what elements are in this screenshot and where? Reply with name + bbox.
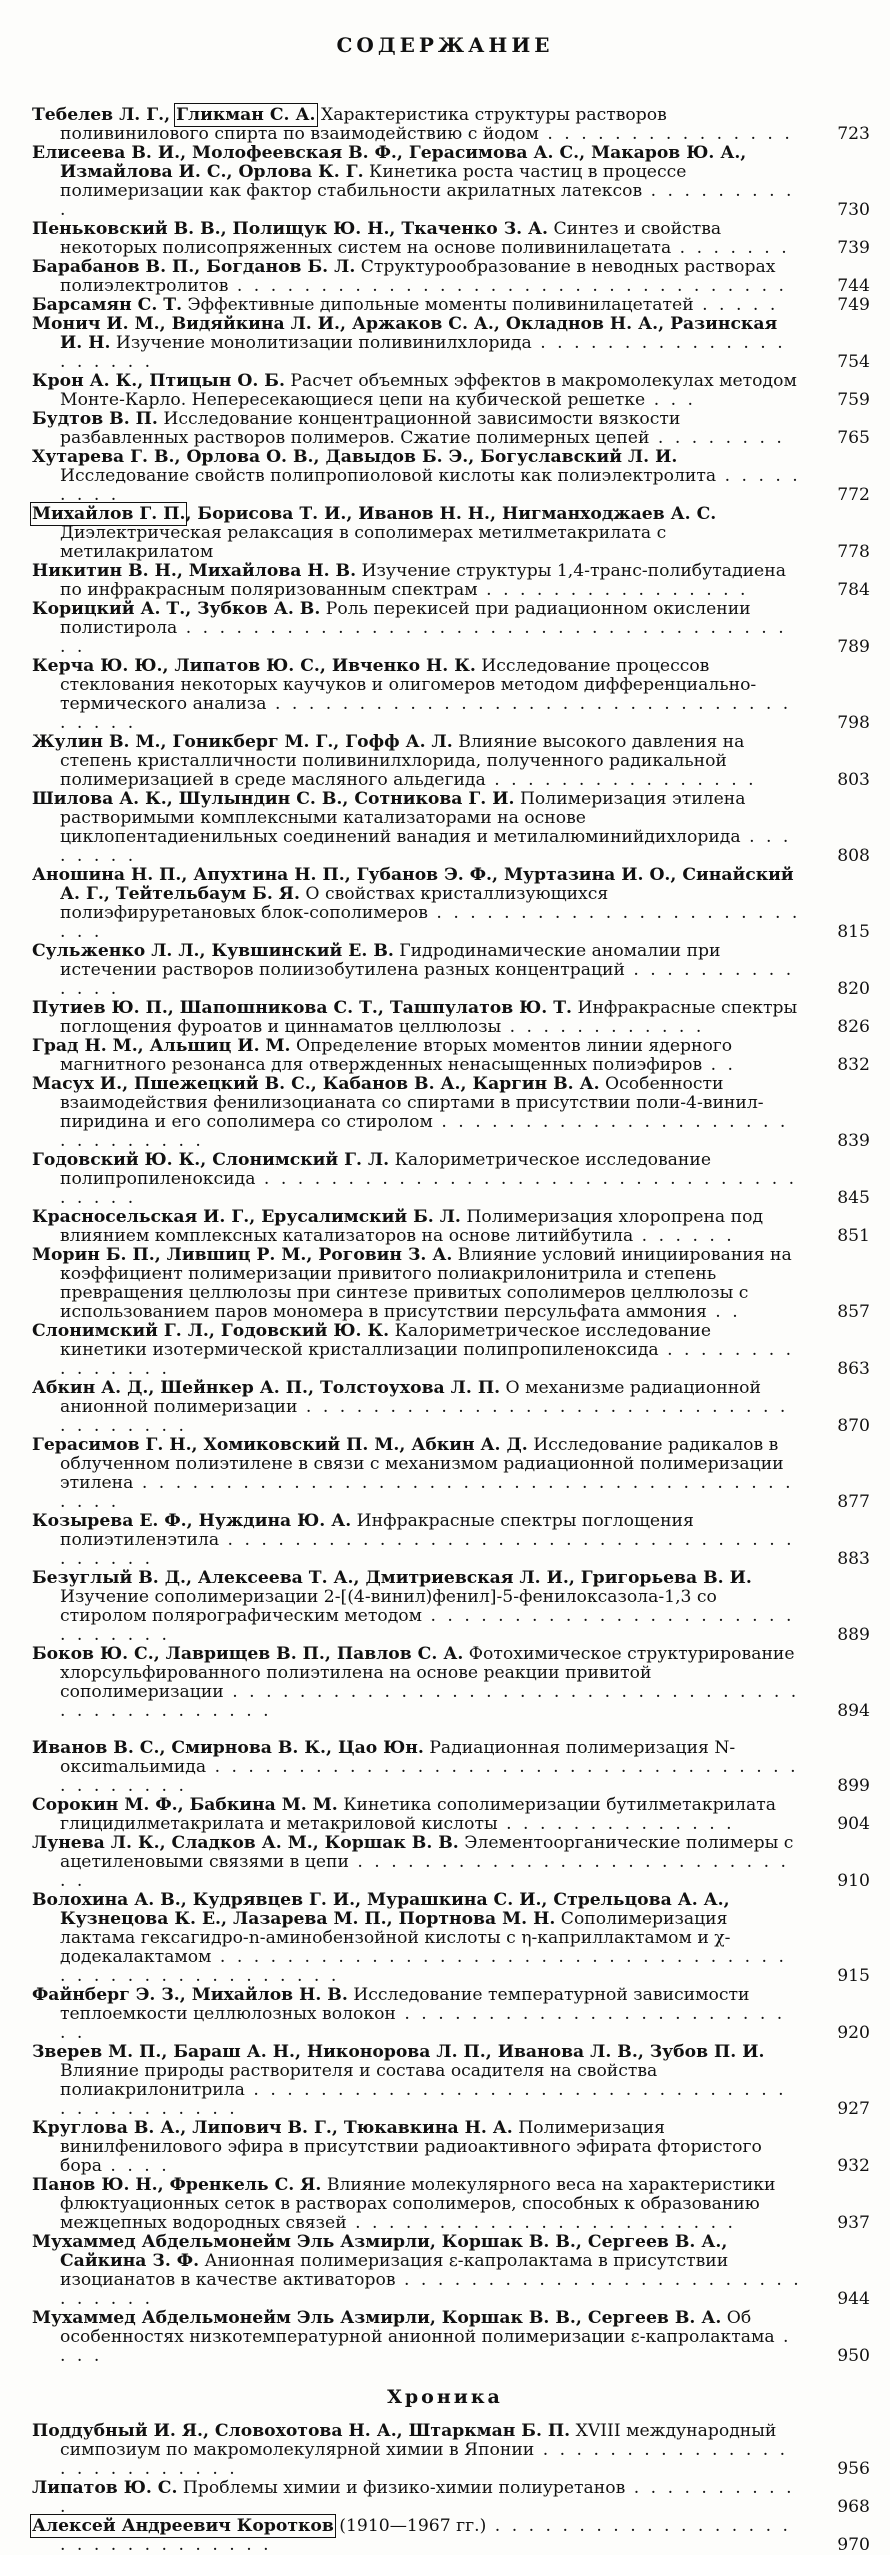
entry-authors: Сульженко Л. Л., Кувшинский Е. В. [32,941,394,961]
entry-authors: Никитин В. Н., Михайлова Н. В. [32,561,357,581]
toc-entry [32,2309,870,2366]
entry-page-number: 784 [837,580,870,600]
entry-leader: . . . . . . . . [60,827,792,866]
entry-title: Особенности взаимодействия фенилизоцианата со спиртами в присутствии поли-4-винил-пиридина и его сополимера со стиролом [60,1074,764,1132]
toc-entry-text [32,410,802,448]
entry-leader: . . . . . . . . . . . . . . . . [477,580,749,600]
toc-entry-text [32,448,802,505]
entry-authors: Крон А. К., Птицын О. Б. [32,371,285,391]
toc-chronicle-list [0,2422,890,2555]
entry-authors: Пеньковский В. В., Полищук Ю. Н., Ткаченко З. А. [32,219,549,239]
toc-entry [32,372,870,410]
toc-entry [32,410,870,448]
toc-entry [32,1739,870,1796]
entry-title: Кинетика сополимеризации бутилметакрилата глицидилметакрилата и метакриловой кислоты [60,1795,776,1834]
toc-entry-text [32,1075,802,1151]
toc-entry-text [32,1208,802,1246]
entry-title: Характеристика структуры растворов поливинилового спирта по взаимодействию с йодом [60,105,667,144]
entry-authors: Путиев Ю. П., Шапошникова С. Т., Ташпулатов Ю. Т. [32,998,573,1018]
entry-authors: Герасимов Г. Н., Хомиковский П. М., Абкин А. Д. [32,1435,528,1455]
entry-title: Влияние высокого давления на степень кристалличности поливинилхлорида, полученного радикальной полимеризацией в среде масляного альдегида [60,732,745,790]
entry-authors-boxed: Гликман С. А. [176,105,316,125]
toc-entry-text [32,1891,802,1986]
toc-entry-text [32,106,802,144]
entry-title: Гидродинамические аномалии при истечении растворов полиизобутилена разных концентраций [60,941,721,980]
toc-entry-text [32,372,802,410]
toc-entry [32,1322,870,1379]
entry-title: (1910—1967 гг.) [333,2516,487,2536]
entry-authors: Абкин А. Д., Шейнкер А. П., Толстоухова Л. П. [32,1378,501,1398]
entry-page-number: 889 [837,1625,870,1645]
toc-entry [32,258,870,296]
entry-authors: Боков Ю. С., Лаврищев В. П., Павлов С. А. [32,1644,464,1664]
entry-title: Изучение структуры 1,4-транс-полибутадиена по инфракрасным поляризованным спектрам [60,561,786,600]
entry-authors: Мухаммед Абдельмонейм Эль Азмирли, Коршак В. В., Сергеев В. А., Сайкина З. Ф. [32,2232,728,2271]
entry-page-number: 870 [837,1416,870,1436]
entry-authors: Панов Ю. Н., Френкель С. Я. [32,2175,322,2195]
entry-leader: . . [702,1055,737,1075]
entry-title: Исследование процессов стеклования некоторых каучуков и олигомеров методом дифференциально-термического анализа [60,656,757,714]
toc-entry-text [32,1151,802,1208]
entry-authors: Жулин В. М., Гоникберг М. Г., Гофф А. Л. [32,732,453,752]
toc-entry [32,600,870,657]
toc-entry-text [32,2043,802,2119]
entry-leader: . . . . . . . . . . . . . . . . . . . . . . . . . . [60,2440,789,2479]
entry-page-number: 851 [837,1226,870,1246]
entry-page-number: 937 [837,2213,870,2233]
entry-leader: . . . . . . . . . . . . . . . . . . . . . . . . . . . . . . . . . . . . [60,694,792,733]
entry-title: Сополимеризация лактама гексагидро-n-аминобензойной кислоты с η-каприллактамом и χ-додекалактамом [60,1909,731,1967]
entry-title: XVIII международный симпозиум по макромолекулярной химии в Японии [60,2421,777,2460]
entry-page-number: 857 [837,1302,870,1322]
entry-leader: . . . . . . . . . . . . . . . . . . . . . . . . . [60,2004,786,2043]
entry-authors: Хутарева Г. В., Орлова О. В., Давыдов Б. Э., Богуславский Л. И. [32,447,678,467]
entry-leader: . . . [645,390,697,410]
toc-entry-text [32,1796,802,1834]
toc-entry [32,296,870,315]
entry-title: Проблемы химии и физико-химии полиуретанов [177,2478,626,2498]
toc-entry [32,999,870,1037]
toc-entry-text [32,1379,802,1436]
entry-authors: Поддубный И. Я., Словохотова Н. А., Штаркман Б. П. [32,2421,571,2441]
entry-title: Калориметрическое исследование кинетики изотермической кристаллизации полипропиленоксида [60,1321,711,1360]
entry-authors: Морин Б. П., Лившиц Р. М., Роговин З. А. [32,1245,453,1265]
toc-entry [32,1246,870,1322]
entry-title: Об особенностях низкотемпературной анионной полимеризации ε-капролактама [60,2308,775,2347]
entry-authors: Корицкий А. Т., Зубков А. В. [32,599,321,619]
toc-entry [32,2119,870,2176]
entry-page-number: 883 [837,1549,870,1569]
entry-authors: Годовский Ю. К., Слонимский Г. Л. [32,1150,390,1170]
entry-title: Определение вторых моментов линии ядерного магнитного резонанса для отвержденных ненасыщенных полиэфиров [60,1036,733,1075]
toc-entry-text [32,1322,802,1379]
entry-leader: . . . . . [693,295,779,315]
toc-entry [32,1796,870,1834]
toc-entry [32,144,870,220]
toc-entry [32,315,870,372]
toc-entry-text [32,657,802,733]
chronicle-heading: Хроника [387,2386,503,2408]
entry-page-number: 759 [837,390,870,410]
entry-authors: Аношина Н. П., Апухтина Н. П., Губанов Э. Ф., Муртазина И. О., Синайский А. Г., Тейтельбаум Б. Я. [32,865,794,904]
toc-entry-text [32,1986,802,2043]
contents-heading: СОДЕРЖАНИЕ [336,33,554,57]
entry-leader: . . . . . . . . . . . . . . . . . . . . . . . . . . . . . [60,1606,795,1645]
entry-page-number: 832 [837,1055,870,1075]
entry-leader: . . . . . . . . . . . . . . . [60,1340,795,1379]
entry-title: Изучение монолитизации поливинилхлорида [110,333,532,353]
toc-entry-text [32,600,802,657]
toc-entry-text [32,1246,802,1322]
entry-title: Структурообразование в неводных растворах полиэлектролитов [60,257,776,296]
entry-title: Синтез и свойства некоторых полисопряженных систем на основе поливинилацетата [60,219,722,258]
toc-entry-text [32,296,802,315]
entry-authors: Барабанов В. П., Богданов Б. Л. [32,257,356,277]
entry-authors: Волохина А. В., Кудрявцев Г. И., Мурашкина С. И., Стрельцова А. А., Кузнецова К. Е., Лазарева М. П., Портнова М. Н. [32,1890,730,1929]
entry-page-number: 932 [837,2156,870,2176]
entry-page-number: 894 [837,1701,870,1721]
toc-entry [32,220,870,258]
toc-entry-text [32,2517,802,2555]
entry-page-number: 772 [837,485,870,505]
entry-authors: Слонимский Г. Л., Годовский Ю. К. [32,1321,390,1341]
entry-page-number: 808 [837,846,870,866]
toc-entry-text [32,2119,802,2176]
toc-entry-text [32,2422,802,2479]
entry-page-number: 723 [837,124,870,144]
entry-leader: . . . . . . . . [649,428,785,448]
toc-entry-text [32,1739,802,1796]
entry-leader: . . . . . . . . . . . . . . . . . . . . . . . . . . . . . . . . . [228,276,787,296]
toc-short-list [0,1739,890,2366]
entry-authors: Круглова В. А., Липович В. Г., Тюкавкина Н. А. [32,2118,513,2138]
entry-leader: . . . . . . . . . . . . . . . . [485,770,757,790]
toc-entry-text [32,2176,802,2233]
entry-authors: Безуглый В. Д., Алексеева Т. А., Дмитриевская Л. И., Григорьева В. И. [32,1568,752,1588]
toc-entry [32,2422,870,2479]
entry-title: Влияние природы растворителя и состава осадителя на свойства полиакрилонитрила [60,2061,658,2100]
entry-leader: . . . . . . . [671,238,790,258]
entry-leader: . . . . [101,2156,170,2176]
toc-entry [32,1569,870,1645]
entry-leader: . . . . . . . . . . . . . . . . . . . . . . . . . . . . . . . . . . . . . . . . . . . [60,2080,787,2119]
entry-leader: . . . . . . . . . . . . . . . . . . . . . . . . . . . . . . . . . . . . . . [60,618,787,657]
entry-page-number: 798 [837,713,870,733]
entry-page-number: 815 [837,922,870,942]
entry-authors: Сорокин М. Ф., Бабкина М. М. [32,1795,338,1815]
entry-page-number: 744 [837,276,870,296]
toc-entry-text [32,999,802,1037]
entry-leader: . . . . . . . . . . . . . . [497,1814,735,1834]
entry-title: Кинетика роста частиц в процессе полимеризации как фактор стабильности акрилатных латексов [60,162,687,201]
toc-entry-text [32,790,802,866]
entry-authors: Град Н. М., Альшиц И. М. [32,1036,291,1056]
entry-title: Роль перекисей при радиационном окислении полистирола [60,599,751,638]
toc-entry-text [32,1037,802,1075]
entry-authors: Козырева Е. Ф., Нуждина Ю. А. [32,1511,352,1531]
toc-entry [32,1645,870,1721]
entry-authors: Иванов В. С., Смирнова В. К., Цао Юн. [32,1738,424,1758]
toc-entry [32,1986,870,2043]
entry-title: Калориметрическое исследование полипропиленоксида [60,1150,711,1189]
toc-entry [32,1512,870,1569]
entry-page-number: 968 [837,2497,870,2517]
entry-page-number: 970 [837,2535,870,2555]
entry-page-number: 803 [837,770,870,790]
entry-page-number: 820 [837,979,870,999]
toc-entry [32,2479,870,2517]
entry-title: Влияние условий инициирования на коэффициент полимеризации привитого полиакрилонитрила и степень превращения целлюлозы при синтезе привитых сополимеров целлюлозы с использованием паров мономера в присутствии персульфата аммония [60,1245,792,1322]
entry-page-number: 778 [837,542,870,562]
toc-entry-text [32,144,802,220]
toc-entry-text [32,1512,802,1569]
entry-authors: Будтов В. П. [32,409,158,429]
entry-authors: Елисеева В. И., Молофеевская В. Ф., Герасимова А. С., Макаров Ю. А., Измайлова И. С., Орлова К. Г. [32,143,747,182]
toc-main-list [0,106,890,1721]
entry-leader: . . . . . . . . . . . . . . . . . . . . . . . . . . . . . . . . . . . . . . . . [60,1530,795,1569]
entry-title: Полимеризация хлоропрена под влиянием комплексных катализаторов на основе литийбутила [60,1207,764,1246]
entry-authors: Тебелев Л. Г., [32,105,177,125]
entry-leader: . . . . . . [633,1226,735,1246]
toc-entry [32,1834,870,1891]
toc-entry [32,942,870,999]
entry-leader: . . . . . . . . . . . . . . . [538,124,793,144]
entry-title: О механизме радиационной анионной полимеризации [60,1378,761,1417]
toc-entry [32,448,870,505]
toc-entry [32,1891,870,1986]
entry-authors: Керча Ю. Ю., Липатов Ю. С., Ивченко Н. К. [32,656,476,676]
toc-entry-text [32,733,802,790]
entry-leader: . . . . . . . . . . . . . . . . . . . . . . . [346,2213,736,2233]
toc-entry [32,505,870,562]
entry-title: Исследование радикалов в облученном полиэтилене в связи с механизмом радиационной полимеризации этилена [60,1435,784,1493]
entry-authors: Зверев М. П., Бараш А. Н., Никонорова Л. П., Иванова Л. В., Зубов П. И. [32,2042,765,2062]
toc-entry [32,2043,870,2119]
toc-entry [32,866,870,942]
entry-page-number: 739 [837,238,870,258]
toc-entry-text [32,1834,802,1891]
entry-leader: . . . . . . . . . . . . . . . . . . . . . [60,333,786,372]
entry-page-number: 899 [837,1776,870,1796]
entry-page-number: 950 [837,2346,870,2366]
entry-title: Инфракрасные спектры поглощения фуроатов и циннаматов целлюлозы [60,998,798,1037]
toc-entry-text [32,866,802,942]
entry-title: Инфракрасные спектры поглощения полиэтиленэтила [60,1511,694,1550]
entry-page-number: 956 [837,2459,870,2479]
entry-page-number: 944 [837,2289,870,2309]
toc-entry [32,733,870,790]
entry-page-number: 754 [837,352,870,372]
entry-page-number: 826 [837,1017,870,1037]
entry-title: Элементоорганические полимеры с ацетиленовыми связями в цепи [60,1833,794,1872]
entry-authors: , Борисова Т. И., Иванов Н. Н., Нигманходжаев А. С. [185,504,717,524]
entry-title: Диэлектрическая релаксация в сополимерах метилметакрилата с метилакрилатом [60,523,667,562]
entry-title: Полимеризация винилфенилового эфира в присутствии радиоактивного эфирата фтористого бора [60,2118,762,2176]
toc-entry-text [32,505,802,562]
entry-leader: . . . . . . . . . . [60,181,795,220]
entry-page-number: 904 [837,1814,870,1834]
toc-entry-text [32,315,802,372]
toc-entry [32,657,870,733]
entry-leader: . . . . . . . . . [60,466,801,505]
entry-title: Исследование температурной зависимости теплоемкости целлюлозных волокон [60,1985,750,2024]
toc-entry [32,1075,870,1151]
entry-leader: . . . . . . . . . . . . . . . . . . . . . . . . . . . . . . . . . . . . . . . . . . . . . . . . . . . [60,1947,787,1986]
entry-authors: Шилова А. К., Шулындин С. В., Сотникова Г. И. [32,789,515,809]
entry-page-number: 765 [837,428,870,448]
toc-entry-text [32,2309,802,2366]
entry-leader: . . . . . . . . . . . . . . . . . . . . . . . . . . . . . . . . . . . . . . . . . . . . . . . [60,1682,800,1721]
entry-leader: . . . . . . . . . . . . . . . . . . . . . . . . . [60,903,801,942]
entry-leader: . . . . . . . . . . . . . . . . . . . . . . . . . . . . . . . . . . . . . . . . . . . [60,1473,794,1512]
toc-entry-text [32,2479,802,2517]
entry-leader: . . . . . . . . . . . . . . . . . . . . . . . . . . . . . . . . . . . . . . . . . . . [60,1757,799,1796]
entry-title: Фотохимическое структурирование хлорсульфированного полиэтилена на основе реакции привитой сополимеризации [60,1644,795,1702]
entry-page-number: 789 [837,637,870,657]
entry-page-number: 730 [837,200,870,220]
toc-entry-text [32,1569,802,1645]
toc-entry [32,2233,870,2309]
entry-leader: . . [706,1302,741,1322]
entry-title: Анионная полимеризация ε-капролактама в присутствии изоцианатов в качестве активаторов [60,2251,729,2290]
toc-entry [32,562,870,600]
toc-entry-text [32,1436,802,1512]
toc-entry-text [32,258,802,296]
entry-authors: Лунева Л. К., Сладков А. М., Коршак В. В. [32,1833,459,1853]
toc-entry-text [32,942,802,999]
entry-leader: . . . . [60,2327,792,2366]
entry-title: Радиационная полимеризация N-оксиmальимида [60,1738,736,1777]
toc-entry [32,106,870,144]
entry-leader: . . . . . . . . . . . . . . . . . . . . . . . . . . . . . . [60,2270,802,2309]
entry-authors: Файнберг Э. З., Михайлов Н. В. [32,1985,348,2005]
entry-page-number: 863 [837,1359,870,1379]
entry-authors-boxed: Михайлов Г. П. [32,504,186,524]
entry-leader: . . . . . . . . . . . . . . . . . . . . . . . . . . . . . . [60,1112,789,1151]
entry-title: О свойствах кристаллизующихся полиэфируретановых блок-сополимеров [60,884,609,923]
section-gap [0,1721,890,1739]
entry-page-number: 839 [837,1131,870,1151]
entry-title: Эффективные дипольные моменты поливинилацетатей [182,295,694,315]
entry-title: Полимеризация этилена растворимыми комплексными катализаторами на основе циклопентадиенильных соединений ванадия и метилалюминийдихлорида [60,789,746,847]
entry-authors-boxed: Алексей Андреевич Коротков [32,2516,334,2536]
toc-entry [32,1436,870,1512]
toc-entry-text [32,562,802,600]
entry-leader: . . . . . . . . . . . . . . . . . . . . . . . . . . . . [60,1852,790,1891]
toc-entry-text [32,220,802,258]
toc-entry [32,1151,870,1208]
toc-entry [32,790,870,866]
entry-page-number: 920 [837,2023,870,2043]
entry-leader: . . . . . . . . . . . . . . . . . . . . . . . . . . . . . . . [60,2516,791,2555]
entry-leader: . . . . . . . . . . . . . . . . . . . . . . . . . . . . . . . . . . . . . [60,1397,789,1436]
entry-page-number: 927 [837,2099,870,2119]
entry-authors: Мухаммед Абдельмонейм Эль Азмирли, Коршак В. В., Сергеев В. А. [32,2308,722,2328]
entry-page-number: 915 [837,1966,870,1986]
entry-page-number: 877 [837,1492,870,1512]
entry-title: Влияние молекулярного веса на характеристики флюктуационных сеток в растворах сополимеров, способных к образованию межцепных водородных связей [60,2175,776,2233]
entry-leader: . . . . . . . . . . . . . . . . . . . . . . . . . . . . . . . . . . . . . [60,1169,798,1208]
toc-entry [32,1379,870,1436]
entry-authors: Красносельская И. Г., Ерусалимский Б. Л. [32,1207,461,1227]
toc-entry-text [32,2233,802,2309]
entry-page-number: 845 [837,1188,870,1208]
entry-leader: . . . . . . . . . . . [60,2478,795,2517]
entry-leader: . . . . . . . . . . . . . . [60,960,795,999]
entry-leader: . . . . . . . . . . . . [501,1017,705,1037]
toc-entry [32,2517,870,2555]
toc-entry [32,1037,870,1075]
entry-page-number: 749 [837,295,870,315]
entry-page-number: 910 [837,1871,870,1891]
entry-authors: Монич И. М., Видяйкина Л. И., Аржаков С. А., Окладнов Н. А., Разинская И. Н. [32,314,778,353]
toc-entry-text [32,1645,802,1721]
entry-title: Исследование свойств полипропиоловой кислоты как полиэлектролита [60,466,717,486]
toc-entry [32,1208,870,1246]
toc-entry [32,2176,870,2233]
entry-title: Изучение сополимеризации 2-[(4-винил)фенил]-5-фенилоксазола-1,3 со стиролом полярографическим методом [60,1587,717,1626]
entry-authors: Липатов Ю. С. [32,2478,178,2498]
entry-authors: Барсамян С. Т. [32,295,183,315]
entry-title: Исследование концентрационной зависимости вязкости разбавленных растворов полимеров. Сжатие полимерных цепей [60,409,681,448]
entry-title: Расчет объемных эффектов в макромолекулах методом Монте-Карло. Непересекающиеся цепи на кубической решетке [60,371,797,410]
entry-authors: Масух И., Пшежецкий В. С., Кабанов В. А., Каргин В. А. [32,1074,600,1094]
